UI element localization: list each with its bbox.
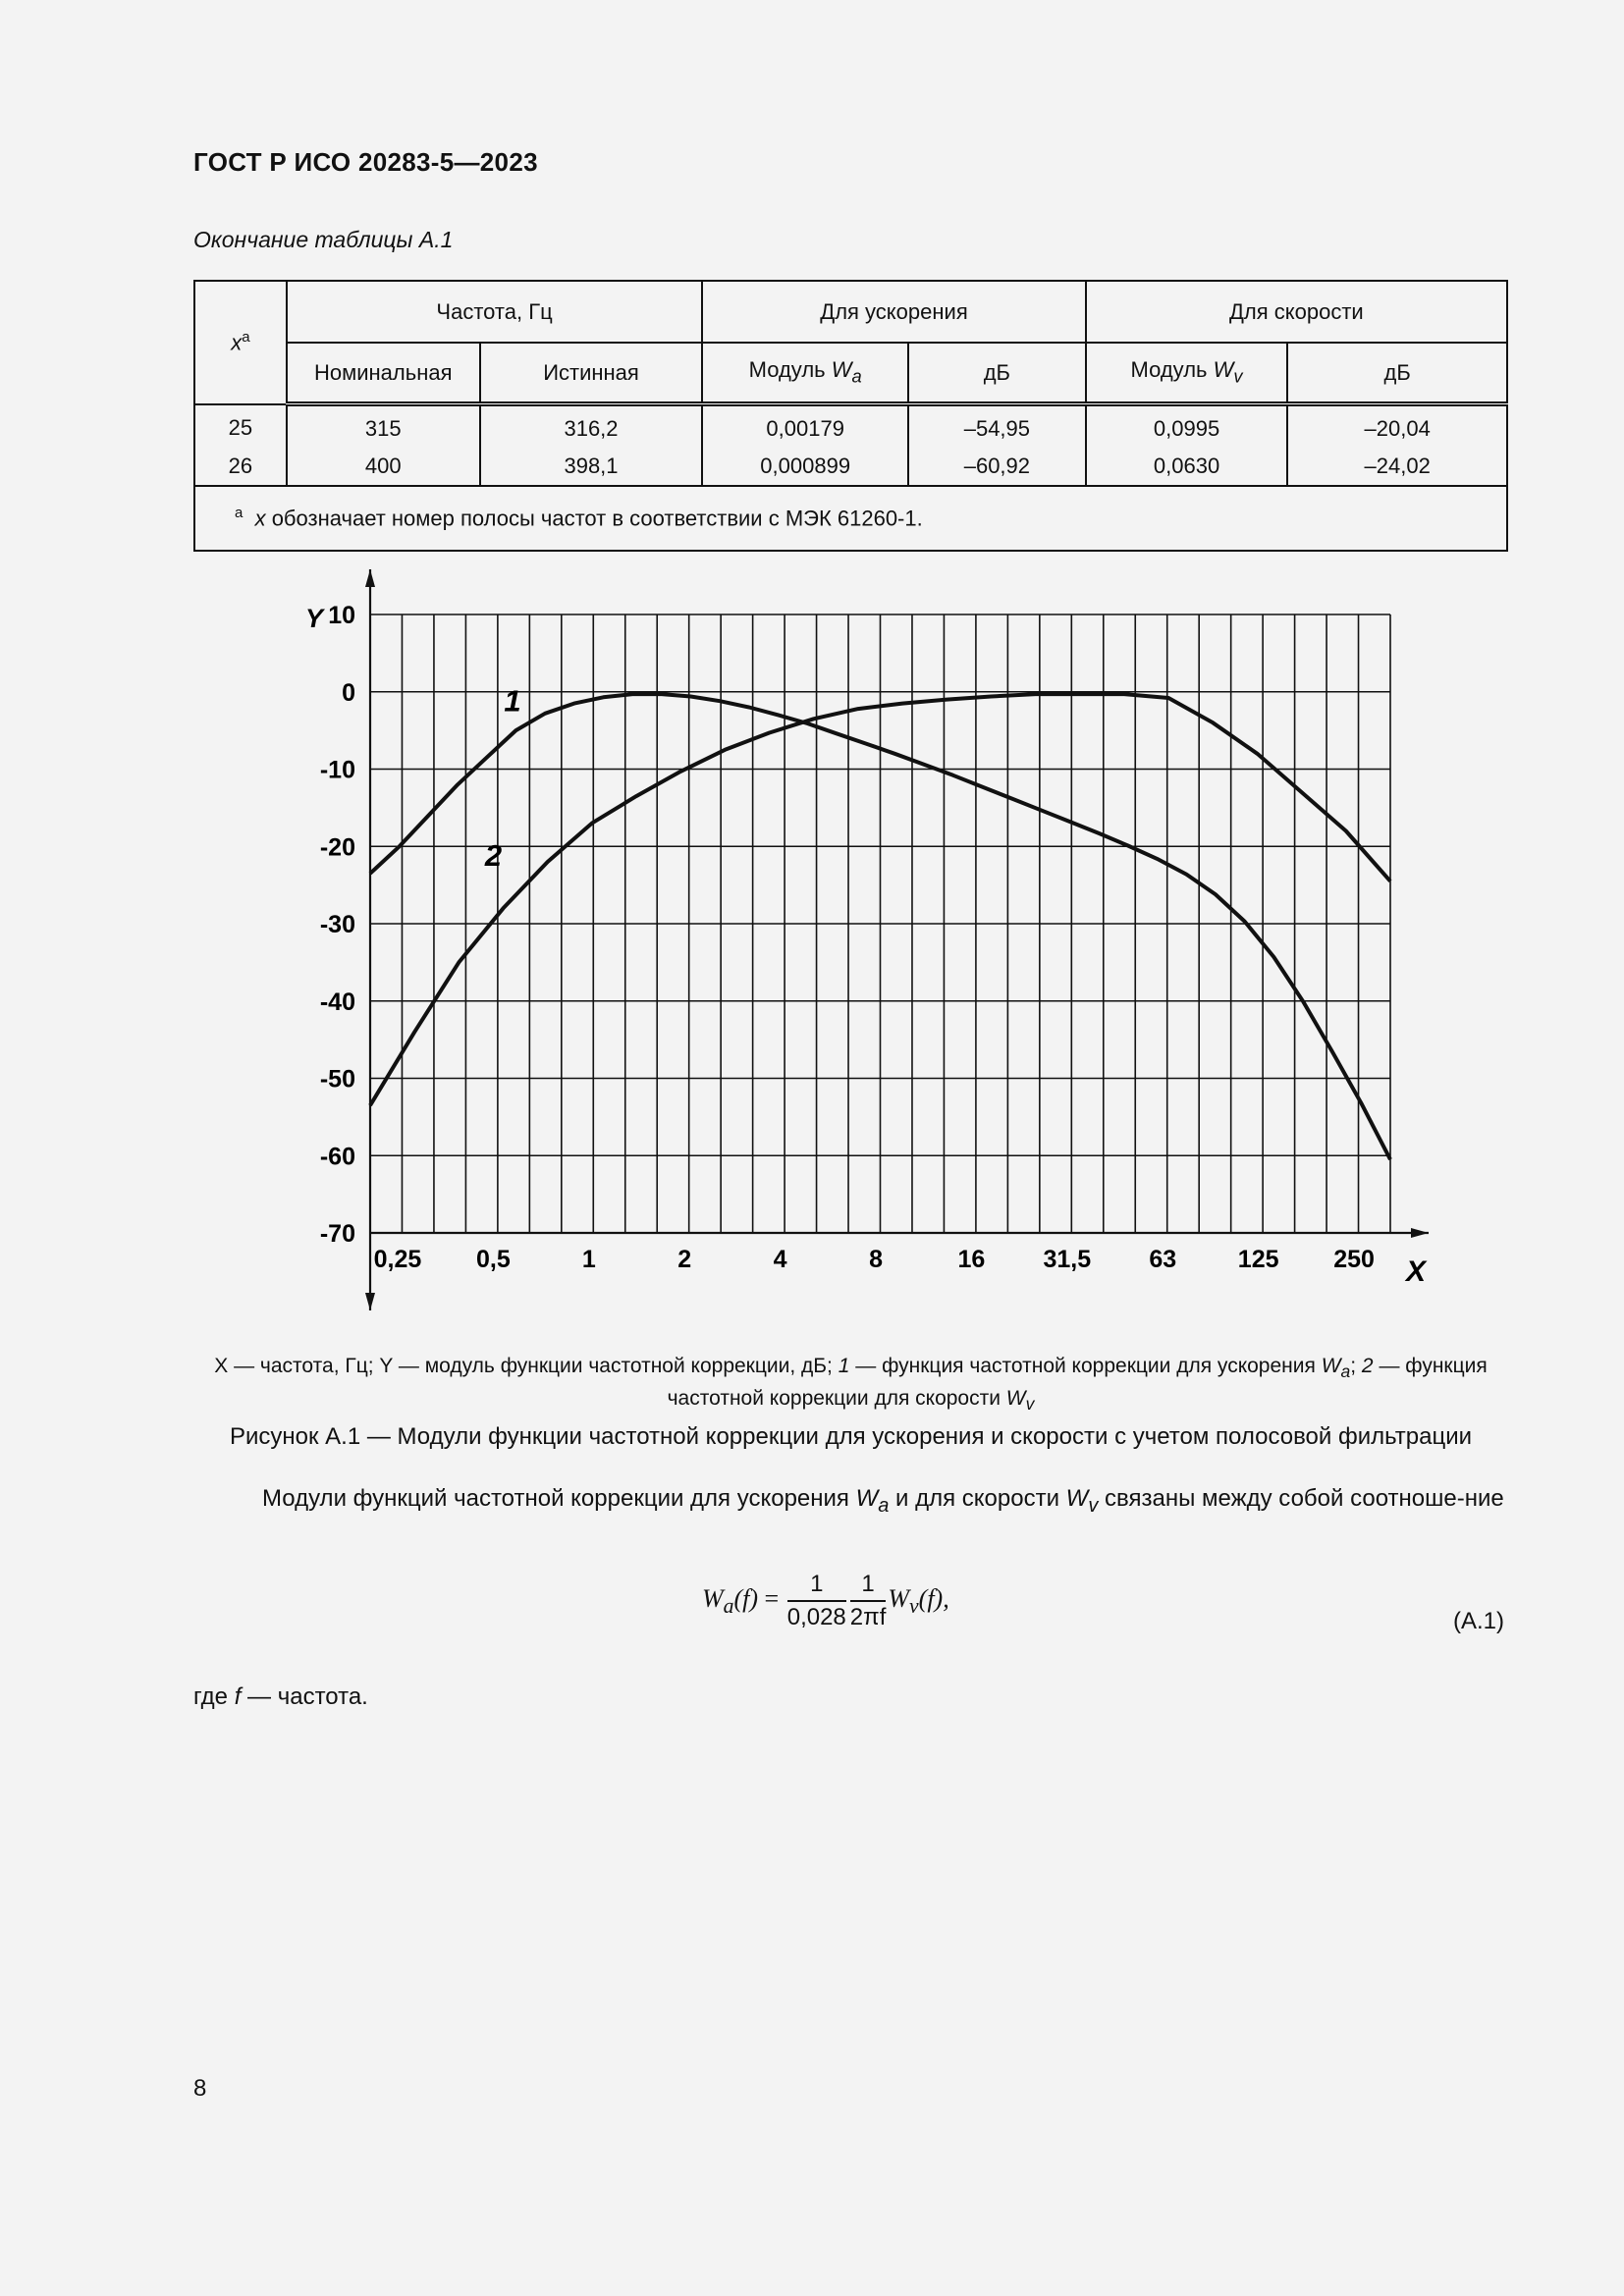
header-nominal: Номинальная (287, 343, 480, 404)
y-tick-label: -50 (319, 1065, 355, 1094)
x-tick-label: 0,5 (476, 1246, 511, 1273)
header-db-accel: дБ (908, 343, 1086, 404)
header-module-wv: Модуль $W_v$ (1086, 343, 1288, 404)
table-row: 25 315 316,2 0,00179 –54,95 0,0995 –20,04 (194, 404, 1507, 449)
y-tick-label: -40 (319, 988, 355, 1016)
x-tick-label: 125 (1237, 1246, 1279, 1273)
x-axis-letter: X (1406, 1255, 1427, 1288)
header-acceleration: Для ускорения (702, 281, 1085, 343)
x-tick-label: 8 (869, 1246, 883, 1273)
y-tick-label: -30 (319, 911, 355, 938)
equation-number: (А.1) (1453, 1608, 1505, 1634)
header-db-vel: дБ (1287, 343, 1507, 404)
y-axis-arrow-down (365, 1293, 375, 1310)
body-paragraph: Модули функций частотной коррекции для ускорения $W_a$ и для скорости $W_v$ связаны между собой соотноше-ние (262, 1485, 1504, 1517)
x-tick-label: 2 (677, 1246, 692, 1273)
x-axis-arrow (1411, 1228, 1429, 1238)
y-axis-arrow-up (365, 569, 375, 587)
y-tick-label: -70 (319, 1220, 355, 1248)
header-module-wa: Модуль $W_a$ (702, 343, 908, 404)
figure-legend: X — частота, Гц; Y — модуль функции частотной коррекции, дБ; 1 — функция частотной коррекции для ускорения $W_a$; 2 — функция частотной коррекции для скорости $W_v$ (214, 1355, 1488, 1415)
x-tick-label: 16 (957, 1246, 986, 1273)
page-number: 8 (193, 2075, 207, 2102)
header-x: $x^a$ (194, 281, 287, 404)
x-tick-label: 250 (1333, 1246, 1375, 1273)
y-tick-label: -20 (319, 833, 355, 862)
where-text: где f — частота. (193, 1683, 368, 1710)
table-row: 26 400 398,1 0,000899 –60,92 0,0630 –24,02 (194, 448, 1507, 486)
x-tick-label: 4 (773, 1246, 787, 1273)
document-code: ГОСТ Р ИСО 20283-5—2023 (193, 147, 538, 177)
y-tick-label: -10 (319, 756, 355, 784)
y-tick-label: 10 (328, 602, 355, 629)
x-tick-label: 0,25 (373, 1246, 422, 1273)
series-label-1: 1 (504, 683, 521, 719)
table-footnote: $^a$ x обозначает номер полосы частот в соответствии с МЭК 61260-1. (194, 486, 1507, 551)
table-continuation-caption: Окончание таблицы А.1 (193, 227, 454, 252)
x-tick-label: 31,5 (1043, 1246, 1092, 1273)
figure-title: Рисунок А.1 — Модули функции частотной коррекции для ускорения и скорости с учетом полосовой фильтрации (229, 1423, 1473, 1450)
x-tick-label: 63 (1149, 1246, 1177, 1273)
y-tick-label: -60 (319, 1143, 355, 1171)
formula-a1: $W_a(f)$ = $\frac{1}{0,028}$ $\frac{1}{2\pi f}$ $W_v(f)$, (702, 1571, 949, 1630)
series-label-2: 2 (484, 837, 503, 873)
header-true: Истинная (480, 343, 703, 404)
y-axis-letter: Y (305, 604, 324, 633)
header-frequency: Частота, Гц (287, 281, 703, 343)
header-velocity: Для скорости (1086, 281, 1507, 343)
y-tick-label: 0 (342, 678, 355, 707)
x-tick-label: 1 (581, 1246, 596, 1273)
